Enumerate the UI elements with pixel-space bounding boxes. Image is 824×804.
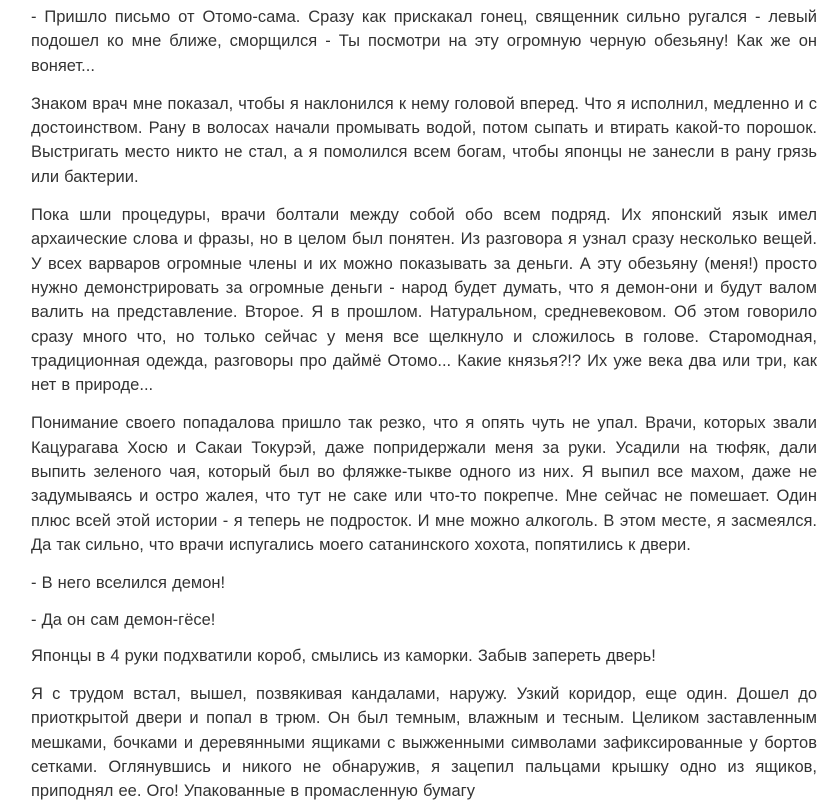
paragraph-hold-exploration: Я с трудом встал, вышел, позвякивая кандалами, наружу. Узкий коридор, еще один. Дошел до приоткрытой двери и попал в трюм. Он был темным, влажным и тесным. Целиком заставленным мешками, бочками и деревянными ящиками с выжженными символами зафиксированные у бортов сетками. Оглянувшись и никого не обнаружив, я зацепил пальцами крышку одно из ящиков, приподнял ее. Ого! Упакованные в промасленную бумагу xyxy=(31,685,817,801)
paragraph-dialogue-demon-gese: - Да он сам демон-гёсе! xyxy=(31,610,216,629)
paragraph-doctor-treatment: Знаком врач мне показал, чтобы я наклонился к нему головой вперед. Что я исполнил, медленно и с достоинством. Рану в волосах начали промывать водой, потом сыпать и втирать какой-то порошок. Выстригать место никто не стал, а я помолился всем богам, чтобы японцы не занесли в рану грязь или бактерии. xyxy=(31,94,817,186)
paragraph-japanese-flee: Японцы в 4 руки подхватили короб, смылись из каморки. Забыв запереть дверь! xyxy=(31,646,656,665)
text-reader xyxy=(31,5,817,801)
paragraph-procedures-conversation: Пока шли процедуры, врачи болтали между собой обо всем подряд. Их японский язык имел архаические слова и фразы, но в целом был понятен. Из разговора я узнал сразу несколько вещей. У всех варваров огромные члены и их можно показывать за деньги. А эту обезьяну (меня!) просто нужно демонстрировать за огромные деньги - народ будет думать, что я демон-они и будут валом валить на представление. Второе. Я в прошлом. Натуральном, средневековом. Об этом говорило сразу много что, но только сейчас у меня все щелкнуло и сложилось в голове. Старомодная, традиционная одежда, разговоры про даймё Отомо... Какие князья?!? Их уже века два или три, как нет в природе... xyxy=(31,206,817,395)
paragraph-letter-from-otomo: - Пришло письмо от Отомо-сама. Сразу как прискакал гонец, священник сильно ругался - левый подошел ко мне ближе, сморщился - Ты посмотри на эту огромную черную обезьяну! Как же он воняет... xyxy=(31,8,817,75)
paragraph-realization: Понимание своего попадалова пришло так резко, что я опять чуть не упал. Врачи, которых звали Кацурагава Хосю и Сакаи Токурэй, даже попридержали меня за руки. Усадили на тюфяк, дали выпить зеленого чая, который был во фляжке-тыкве одного из них. Я выпил все махом, даже не задумываясь и остро жалея, что тут не саке или что-то покрепче. Мне сейчас не помешает. Один плюс всей этой истории - я теперь не подросток. И мне можно алкоголь. В этом месте, я засмеялся. Да так сильно, что врачи испугались моего сатанинского хохота, попятились к двери. xyxy=(31,414,817,554)
paragraph-dialogue-demon: - В него вселился демон! xyxy=(31,574,226,593)
